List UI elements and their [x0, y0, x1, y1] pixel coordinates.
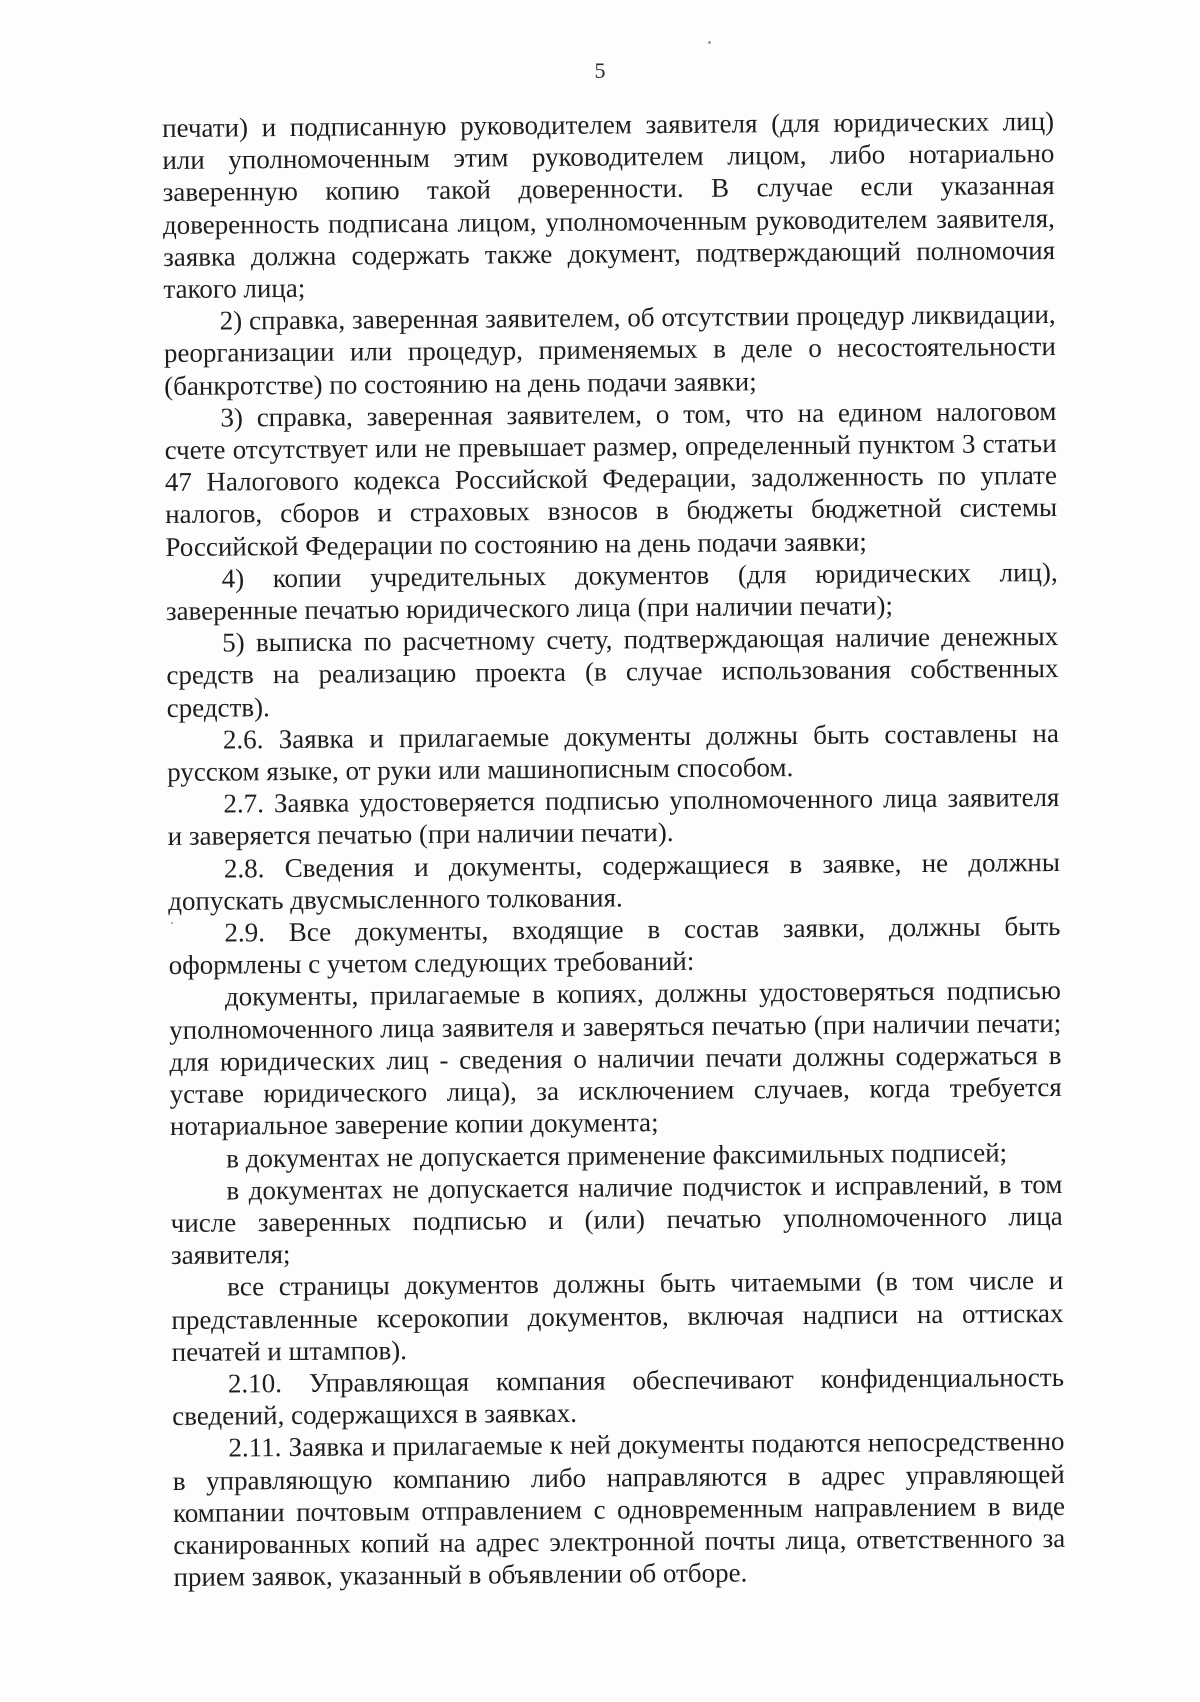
- list-item-3: 3) справка, заверенная заявителем, о том, что на едином налоговом счете отсутствует или не превышает размер, определенный пунктом 3 статьи 47 Налогового кодекса Российской Федерации, задолженность по уплате налогов, сборов и страховых взносов в бюджеты бюджетной системы Российской Федерации по состоянию на день подачи заявки;: [164, 395, 1058, 562]
- clause-2-6: 2.6. Заявка и прилагаемые документы должны быть составлены на русском языке, от руки или машинописным способом.: [167, 717, 1060, 788]
- list-item-2: 2) справка, заверенная заявителем, об отсутствии процедур ликвидации, реорганизации или процедур, применяемых в деле о несостоятельности (банкротстве) по состоянию на день подачи заявки;: [163, 299, 1056, 401]
- clause-2-11: 2.11. Заявка и прилагаемые к ней документы подаются непосредственно в управляющую компанию либо направляются в адрес управляющей компании почтовым отправлением с одновременным направлением в виде сканированных копий на адрес электронной почты лица, ответственного за прием заявок, указанный в объявлении об отборе.: [172, 1426, 1066, 1593]
- list-item-5: 5) выписка по расчетному счету, подтверждающая наличие денежных средств на реализацию проекта (в случае использования собственных средств).: [166, 621, 1059, 723]
- scan-speck: [171, 922, 173, 924]
- requirement-facsimile: в документах не допускается применение факсимильных подписей;: [226, 1136, 1008, 1174]
- clause-2-7: 2.7. Заявка удостоверяется подписью уполномоченного лица заявителя и заверяется печатью (при наличии печати).: [167, 782, 1060, 852]
- clause-2-8: 2.8. Сведения и документы, содержащиеся в заявке, не должны допускать двусмысленного толкования.: [168, 846, 1061, 916]
- scan-speck: [708, 41, 711, 44]
- requirement-corrections: в документах не допускается наличие подчисток и исправлений, в том числе заверенных подписью и (или) печатью уполномоченного лица заявителя;: [170, 1168, 1063, 1271]
- paragraph-continuation: печати) и подписанную руководителем заявителя (для юридических лиц) или уполномоченным этим руководителем лицом, либо нотариально заверенную копию такой доверенности. В случае если указанная доверенность подписана лицом, уполномоченным руководителем заявителя, заявка должна содержать также документ, подтверждающий полномочия такого лица;: [162, 105, 1056, 305]
- list-item-4: 4) копии учредительных документов (для юридических лиц), заверенные печатью юридического лица (при наличии печати);: [165, 556, 1058, 627]
- requirement-copies: документы, прилагаемые в копиях, должны удостоверяться подписью уполномоченного лица заявителя и заверяться печатью (при наличии печати; для юридических лиц - сведения о наличии печати должны содержаться в уставе юридического лица), за исключением случаев, когда требуется нотариальное заверение копии документа;: [169, 975, 1062, 1142]
- document-body: [162, 105, 1066, 1593]
- requirement-readable: все страницы документов должны быть читаемыми (в том числе и представленные ксерокопии документов, включая надписи на оттисках печатей и штампов).: [171, 1265, 1064, 1367]
- clause-2-10: 2.10. Управляющая компания обеспечивают конфиденциальность сведений, содержащихся в заявках.: [172, 1361, 1065, 1432]
- page-number: 5: [594, 58, 606, 83]
- clause-2-9: 2.9. Все документы, входящие в состав заявки, должны быть оформлены с учетом следующих требований:: [168, 911, 1061, 981]
